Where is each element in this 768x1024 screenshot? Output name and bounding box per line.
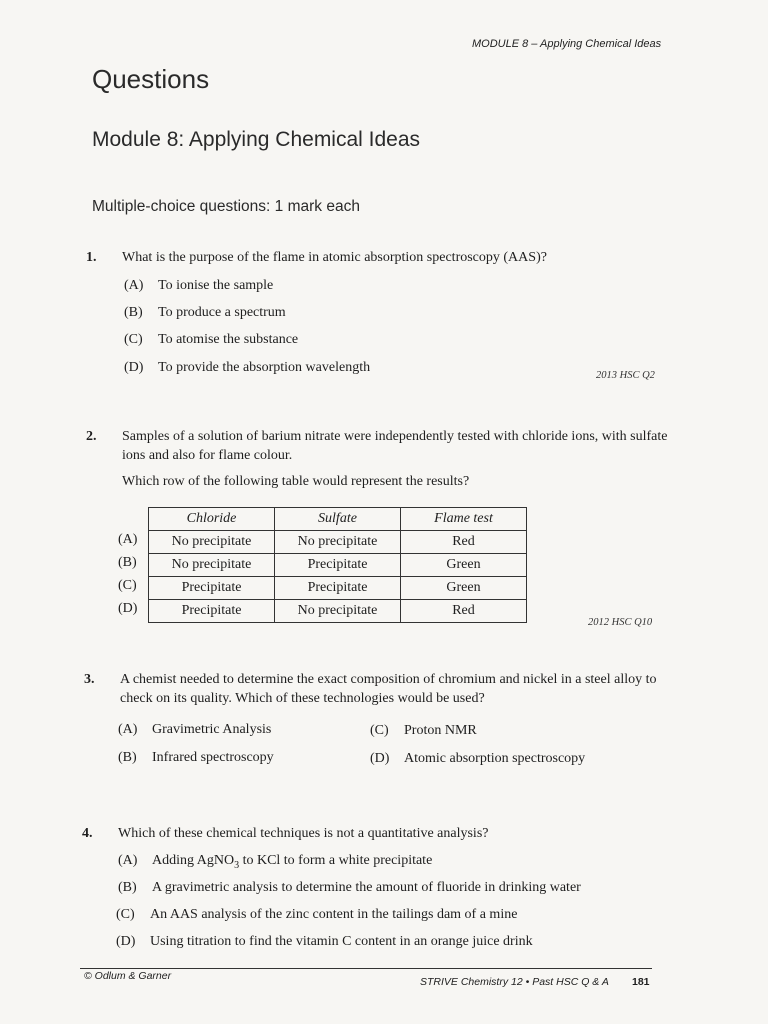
table-row — [149, 531, 527, 554]
option-text: Atomic absorption spectroscopy — [404, 751, 586, 766]
table-cell: No precipitate — [149, 554, 275, 577]
section-label: Multiple-choice questions: 1 mark each — [92, 198, 360, 215]
option-b — [118, 880, 581, 896]
table-cell: No precipitate — [275, 531, 401, 554]
results-table — [148, 507, 527, 623]
page-number: 181 — [632, 976, 650, 988]
table-cell: Precipitate — [149, 600, 275, 623]
question-number: 1. — [86, 250, 97, 265]
table-cell: Red — [401, 600, 527, 623]
option-label: (B) — [124, 305, 143, 320]
question-1 — [86, 248, 676, 267]
question-number: 4. — [82, 826, 93, 841]
question-stem: Samples of a solution of barium nitrate were independently tested with chloride ions, with sulfate ions and also for flame colour. — [122, 429, 668, 463]
table-cell: Precipitate — [275, 554, 401, 577]
copyright: © Odlum & Garner — [84, 970, 172, 982]
option-a — [118, 853, 432, 871]
option-text: Using titration to find the vitamin C content in an orange juice drink — [150, 934, 533, 949]
option-label: (D) — [370, 751, 390, 766]
option-label: (D) — [124, 360, 144, 375]
option-label: (C) — [370, 723, 389, 738]
table-row — [149, 554, 527, 577]
table-header-row — [149, 508, 527, 531]
table-cell: Green — [401, 577, 527, 600]
option-d — [370, 751, 585, 767]
table-row-label: (D) — [118, 601, 138, 616]
option-text: To atomise the substance — [158, 332, 299, 347]
option-label: (C) — [116, 907, 135, 922]
table-cell: Precipitate — [275, 577, 401, 600]
option-label: (C) — [124, 332, 143, 347]
option-text: To ionise the sample — [158, 278, 274, 293]
question-3 — [84, 670, 674, 708]
question-stem: A chemist needed to determine the exact composition of chromium and nickel in a steel alloy to check on its quality. Which of these technologies would be used? — [120, 672, 657, 706]
module-title: Module 8: Applying Chemical Ideas — [92, 128, 421, 151]
question-prompt: Which row of the following table would represent the results? — [122, 474, 470, 489]
option-label: (B) — [118, 750, 137, 765]
table-cell: No precipitate — [149, 531, 275, 554]
question-4 — [82, 824, 672, 843]
book-title: STRIVE Chemistry 12 • Past HSC Q & A — [420, 976, 609, 988]
footer-rule — [80, 968, 652, 969]
table-cell: Precipitate — [149, 577, 275, 600]
option-c — [116, 907, 517, 923]
table-row-label: (C) — [118, 578, 137, 593]
question-stem: Which of these chemical techniques is not a quantitative analysis? — [118, 826, 489, 841]
option-label: (B) — [118, 880, 137, 895]
option-a — [124, 278, 273, 294]
page-title: Questions — [92, 64, 210, 94]
option-text: Proton NMR — [404, 723, 477, 738]
source-reference: 2013 HSC Q2 — [596, 370, 655, 381]
option-a — [118, 722, 271, 738]
option-text: A gravimetric analysis to determine the amount of fluoride in drinking water — [152, 880, 581, 895]
source-reference: 2012 HSC Q10 — [588, 617, 653, 628]
option-label: (A) — [118, 853, 138, 868]
option-label: (A) — [118, 722, 138, 737]
option-label: (A) — [124, 278, 144, 293]
option-text: Adding AgNO$_3$ to KCl to form a white precipitate — [152, 853, 433, 871]
option-b — [124, 305, 286, 321]
table-row — [149, 577, 527, 600]
table-cell: Red — [401, 531, 527, 554]
option-c — [370, 723, 477, 739]
table-row-label: (A) — [118, 532, 138, 547]
column-header: Sulfate — [275, 508, 401, 531]
table-row — [149, 600, 527, 623]
option-text: To produce a spectrum — [158, 305, 286, 320]
table-cell: Green — [401, 554, 527, 577]
option-b — [118, 750, 274, 766]
option-d — [116, 934, 533, 950]
table-row-label: (B) — [118, 555, 137, 570]
option-c — [124, 332, 298, 348]
question-stem: What is the purpose of the flame in atomic absorption spectroscopy (AAS)? — [122, 250, 547, 265]
question-number: 3. — [84, 672, 95, 687]
option-d — [124, 360, 370, 376]
table-cell: No precipitate — [275, 600, 401, 623]
option-text: To provide the absorption wavelength — [158, 360, 371, 375]
running-header: MODULE 8 – Applying Chemical Ideas — [472, 38, 662, 50]
question-number: 2. — [86, 429, 97, 444]
column-header: Flame test — [401, 508, 527, 531]
option-text: Gravimetric Analysis — [152, 722, 272, 737]
option-label: (D) — [116, 934, 136, 949]
question-2 — [86, 427, 676, 491]
option-text: Infrared spectroscopy — [152, 750, 274, 765]
option-text: An AAS analysis of the zinc content in the tailings dam of a mine — [150, 907, 518, 922]
column-header: Chloride — [149, 508, 275, 531]
